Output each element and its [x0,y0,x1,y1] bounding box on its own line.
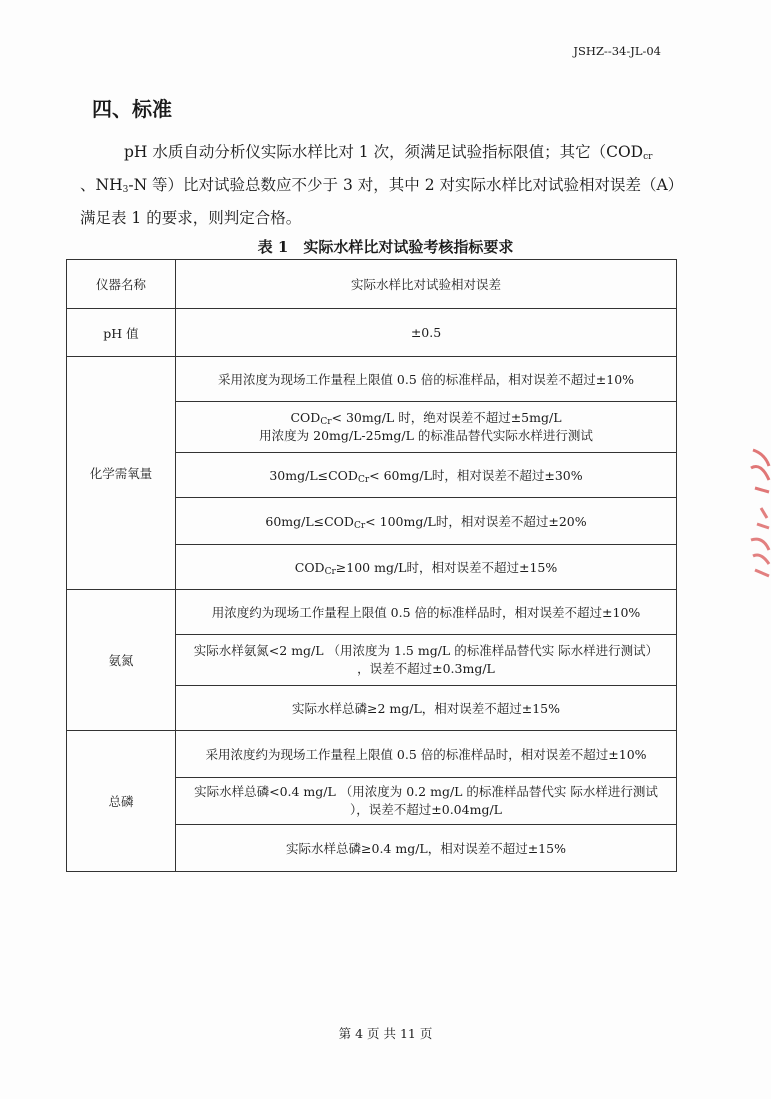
para-sub-1: cr [643,152,653,162]
table-caption: 表 1 实际水样比对试验考核指标要求 [257,238,514,256]
nh-req-3: 实际水样总磷≥2 mg/L，相对误差不超过±15% [176,686,677,731]
cod-req-5: $COD_{Cr}\ge 100$ mg/L时，相对误差不超过±15% [176,545,677,590]
cod-req-1: 采用浓度为现场工作量程上限值 0.5 倍的标准样品，相对误差不超过±10% [176,357,677,402]
table-row-cod-1 [67,357,677,402]
header-instrument-name: 仪器名称 [67,260,176,309]
red-seal-stamp-fragment [743,440,771,590]
header-relative-error: 实际水样比对试验相对误差 [176,260,677,309]
nh-req-1: 用浓度约为现场工作量程上限值 0.5 倍的标准样品时，相对误差不超过±10% [176,590,677,635]
tp-req-3: 实际水样总磷≥0.4 mg/L，相对误差不超过±15% [176,825,677,872]
table-row-nh-1 [67,590,677,635]
para-text-1: pH 水质自动分析仪实际水样比对 1 次，须满足试验指标限值；其它（COD [124,143,644,161]
tp-name-cell: 总磷 [67,731,176,872]
ph-name-cell: pH 值 [67,309,176,357]
cod-name-cell: 化学需氧量 [67,357,176,590]
para-text-3: -N 等）比对试验总数应不少于 3 对，其中 2 对实际水样比对试验相对误差（A）满足表 1 的要求，则判定合格。 [80,176,676,227]
standard-paragraph [80,136,680,235]
page-footer: 第 4 页 共 11 页 [338,1026,433,1041]
para-sub-2: 3 [122,185,129,195]
table-header-row [67,260,677,309]
nh-name-cell: 氨氮 [67,590,176,731]
section-title: 四、标准 [92,97,172,121]
cod-req-2: $COD_{Cr}< 30mg/L$ 时，绝对误差不超过±5mg/L 用浓度为 20mg/L-25mg/L 的标准品替代实际水样进行测试 [176,402,677,453]
table-row-ph [67,309,677,357]
cod-req-3: $30mg/L\le COD_{Cr}< 60mg/L$时，相对误差不超过±30% [176,453,677,498]
nh-req-2: 实际水样氨氮<2 mg/L （用浓度为 1.5 mg/L 的标准样品替代实 际水样进行测试） ，误差不超过±0.3mg/L [176,635,677,686]
document-code: JSHZ--34-JL-04 [573,44,661,58]
tp-req-2: 实际水样总磷<0.4 mg/L （用浓度为 0.2 mg/L 的标准样品替代实 际水样进行测试 ），误差不超过±0.04mg/L [176,778,677,825]
para-text-2: 、NH [80,176,123,194]
table-row-tp-1 [67,731,677,778]
cod-req-4: $60mg/L\le COD_{Cr}< 100mg/L$时，相对误差不超过±20% [176,498,677,545]
tp-req-1: 采用浓度约为现场工作量程上限值 0.5 倍的标准样品时，相对误差不超过±10% [176,731,677,778]
requirements-table [66,259,677,872]
ph-req-cell: ±0.5 [176,309,677,357]
